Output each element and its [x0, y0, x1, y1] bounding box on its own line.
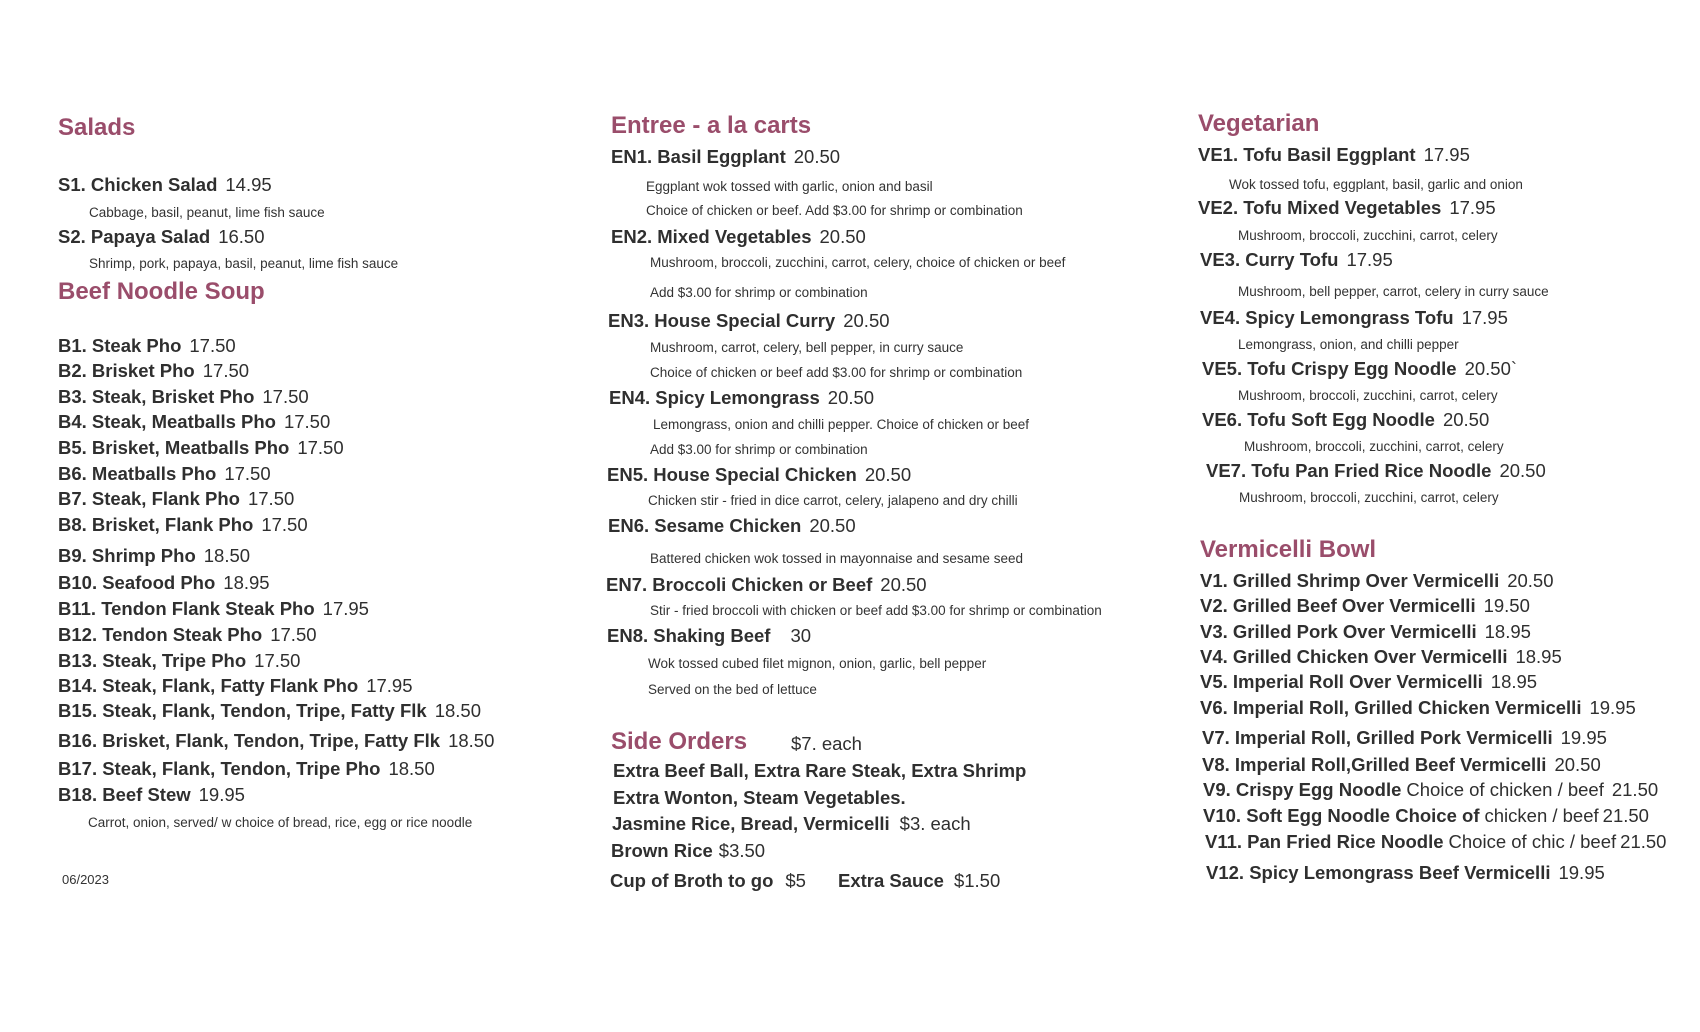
- item-description: Carrot, onion, served/ w choice of bread, rice, egg or rice noodle: [88, 815, 473, 830]
- item-name: VE3. Curry Tofu: [1200, 249, 1339, 270]
- item-price: 17.95: [1346, 249, 1393, 270]
- menu-item-en2: [611, 226, 866, 248]
- item-name: B14. Steak, Flank, Fatty Flank Pho: [58, 675, 359, 696]
- menu-item-ve7: [1206, 460, 1546, 482]
- side-orders-sauce: [838, 870, 1000, 892]
- beef-noodle-soup-heading: Beef Noodle Soup: [58, 278, 265, 305]
- item-price: 20.50: [1442, 409, 1490, 430]
- item-price: 20.50: [1507, 570, 1554, 591]
- item-name: VE4. Spicy Lemongrass Tofu: [1200, 307, 1454, 328]
- menu-item-b16: [58, 730, 494, 752]
- menu-item-v1: [1200, 570, 1554, 592]
- item-price: 30: [790, 625, 812, 646]
- side-orders-heading: Side Orders: [611, 728, 748, 755]
- item-price: 17.50: [270, 624, 317, 645]
- menu-item-ve4: [1200, 307, 1508, 329]
- item-description: Mushroom, broccoli, zucchini, carrot, celery: [1238, 388, 1498, 403]
- menu-item-b2: [58, 360, 249, 382]
- item-description: Mushroom, broccoli, zucchini, carrot, celery: [1239, 490, 1499, 505]
- item-name: V8. Imperial Roll,Grilled Beef Vermicelli: [1202, 754, 1547, 775]
- item-name: B7. Steak, Flank Pho: [58, 488, 240, 509]
- item-description: Cabbage, basil, peanut, lime fish sauce: [89, 205, 325, 220]
- item-description: chicken / beef: [1484, 805, 1599, 826]
- item-description: Choice of chicken or beef add $3.00 for shrimp or combination: [650, 365, 1023, 380]
- item-name: V4. Grilled Chicken Over Vermicelli: [1200, 646, 1508, 667]
- item-description: Stir - fried broccoli with chicken or beef add $3.00 for shrimp or combination: [650, 603, 1102, 618]
- item-price: 19.95: [1558, 862, 1605, 883]
- item-name: EN5. House Special Chicken: [607, 464, 857, 485]
- item-price: 20.50: [1499, 460, 1546, 481]
- item-price: 17.50: [262, 386, 309, 407]
- item-name: EN8. Shaking Beef: [607, 625, 771, 646]
- menu-item-ve3: [1200, 249, 1393, 271]
- menu-item-v4: [1200, 646, 1562, 668]
- item-price: 19.50: [1483, 595, 1530, 616]
- item-name: V12. Spicy Lemongrass Beef Vermicelli: [1206, 862, 1551, 883]
- item-price: 20.50: [793, 146, 841, 167]
- item-name: B4. Steak, Meatballs Pho: [58, 411, 276, 432]
- menu-item-s2: [58, 226, 265, 248]
- menu-item-ve1: [1198, 144, 1470, 166]
- item-name: EN4. Spicy Lemongrass: [609, 387, 820, 408]
- item-price: 17.50: [247, 488, 295, 509]
- item-description: Wok tossed cubed filet mignon, onion, garlic, bell pepper: [648, 656, 987, 671]
- item-price: 21.50: [1620, 831, 1667, 852]
- item-description: Eggplant wok tossed with garlic, onion and basil: [646, 179, 933, 194]
- item-description: Served on the bed of lettuce: [648, 682, 817, 697]
- item-name: Brown Rice: [611, 840, 713, 861]
- item-name: V3. Grilled Pork Over Vermicelli: [1200, 621, 1477, 642]
- menu-item-v12: [1206, 862, 1605, 884]
- menu-item-v11: [1205, 831, 1666, 853]
- item-price: 17.95: [1423, 144, 1470, 165]
- item-description: Chicken stir - fried in dice carrot, celery, jalapeno and dry chilli: [648, 493, 1018, 508]
- item-name: V7. Imperial Roll, Grilled Pork Vermicelli: [1202, 727, 1553, 748]
- item-name: V5. Imperial Roll Over Vermicelli: [1200, 671, 1483, 692]
- item-description: Add $3.00 for shrimp or combination: [650, 442, 868, 457]
- menu-item-b13: [58, 650, 300, 672]
- menu-item-en1: [611, 146, 840, 168]
- menu-item-b7: [58, 488, 294, 510]
- item-price: 18.95: [1490, 671, 1538, 692]
- vegetarian-heading: Vegetarian: [1198, 110, 1320, 137]
- menu-item-v8: [1202, 754, 1601, 776]
- item-price: 17.50: [202, 360, 250, 381]
- item-name: B1. Steak Pho: [58, 335, 182, 356]
- menu-item-ve2: [1198, 197, 1496, 219]
- item-price: 20.50: [1554, 754, 1601, 775]
- salads-heading: Salads: [58, 114, 136, 141]
- menu-item-v9: [1203, 779, 1658, 801]
- menu-item-ve5: [1202, 358, 1517, 380]
- item-price: 18.50: [203, 545, 251, 566]
- menu-item-b10: [58, 572, 270, 594]
- item-price: 20.50: [809, 515, 856, 536]
- item-price: 18.95: [1484, 621, 1531, 642]
- item-name: EN1. Basil Eggplant: [611, 146, 786, 167]
- item-name: B2. Brisket Pho: [58, 360, 195, 381]
- item-price: 18.95: [1515, 646, 1562, 667]
- menu-item-b18: [58, 784, 245, 806]
- item-price: 21.50: [1602, 805, 1649, 826]
- menu-item-b11: [58, 598, 369, 620]
- item-price: 20.50`: [1464, 358, 1518, 379]
- item-name: VE7. Tofu Pan Fried Rice Noodle: [1206, 460, 1492, 481]
- item-name: V1. Grilled Shrimp Over Vermicelli: [1200, 570, 1500, 591]
- item-price: $3. each: [899, 813, 971, 834]
- item-name: B11. Tendon Flank Steak Pho: [58, 598, 315, 619]
- item-name: V9. Crispy Egg Noodle: [1203, 779, 1402, 800]
- item-name: S2. Papaya Salad: [58, 226, 211, 247]
- item-name: B13. Steak, Tripe Pho: [58, 650, 247, 671]
- item-price: 20.50: [819, 226, 866, 247]
- item-description: Add $3.00 for shrimp or combination: [650, 285, 868, 300]
- item-description: Shrimp, pork, papaya, basil, peanut, lime fish sauce: [89, 256, 399, 271]
- menu-item-b6: [58, 463, 271, 485]
- menu-item-b5: [58, 437, 344, 459]
- item-name: B9. Shrimp Pho: [58, 545, 196, 566]
- item-name: EN3. House Special Curry: [608, 310, 836, 331]
- item-price: 14.95: [225, 174, 272, 195]
- item-name: V11. Pan Fried Rice Noodle: [1205, 831, 1444, 852]
- menu-item-b17: [58, 758, 435, 780]
- item-price: 17.50: [254, 650, 301, 671]
- item-price: 19.95: [1560, 727, 1607, 748]
- item-price: 18.50: [448, 730, 495, 751]
- item-name: S1. Chicken Salad: [58, 174, 218, 195]
- item-name: VE1. Tofu Basil Eggplant: [1198, 144, 1416, 165]
- item-price: 17.50: [283, 411, 331, 432]
- item-name: EN7. Broccoli Chicken or Beef: [606, 574, 873, 595]
- menu-item-b9: [58, 545, 250, 567]
- item-name: EN2. Mixed Vegetables: [611, 226, 812, 247]
- item-name: B3. Steak, Brisket Pho: [58, 386, 255, 407]
- menu-item-en5: [607, 464, 911, 486]
- menu-item-b14: [58, 675, 413, 697]
- item-price: 17.95: [366, 675, 413, 696]
- menu-item-en4: [609, 387, 874, 409]
- item-price: 17.50: [189, 335, 236, 356]
- menu-item-b4: [58, 411, 330, 433]
- item-description: Lemongrass, onion, and chilli pepper: [1238, 337, 1459, 352]
- item-price: 20.50: [864, 464, 912, 485]
- item-description: Wok tossed tofu, eggplant, basil, garlic and onion: [1229, 177, 1523, 192]
- item-price: 18.95: [223, 572, 270, 593]
- item-description: Mushroom, carrot, celery, bell pepper, in curry sauce: [650, 340, 964, 355]
- item-name: B12. Tendon Steak Pho: [58, 624, 263, 645]
- menu-item-v7: [1202, 727, 1607, 749]
- menu-item-v2: [1200, 595, 1530, 617]
- item-price: $5: [785, 870, 806, 891]
- item-price: 16.50: [218, 226, 265, 247]
- menu-item-b3: [58, 386, 309, 408]
- item-price: 20.50: [827, 387, 875, 408]
- item-name: EN6. Sesame Chicken: [608, 515, 802, 536]
- vermicelli-bowl-heading: Vermicelli Bowl: [1200, 536, 1377, 563]
- menu-item-b8: [58, 514, 308, 536]
- menu-item-en6: [608, 515, 856, 537]
- item-description: Mushroom, bell pepper, carrot, celery in curry sauce: [1238, 284, 1549, 299]
- item-name: VE6. Tofu Soft Egg Noodle: [1202, 409, 1435, 430]
- side-orders-line: Extra Beef Ball, Extra Rare Steak, Extra Shrimp: [613, 760, 1027, 781]
- item-price: 18.50: [388, 758, 435, 779]
- side-orders-brown-rice: [611, 840, 765, 862]
- item-price: 17.50: [224, 463, 271, 484]
- item-price: $3.50: [718, 840, 766, 861]
- side-orders-broth: [610, 870, 806, 892]
- side-orders-price: $7. each: [791, 733, 862, 754]
- item-name: Extra Sauce: [838, 870, 944, 891]
- item-price: 17.95: [1449, 197, 1496, 218]
- item-description: Mushroom, broccoli, zucchini, carrot, celery: [1238, 228, 1498, 243]
- item-description: Mushroom, broccoli, zucchini, carrot, celery, choice of chicken or beef: [650, 255, 1066, 270]
- item-price: 17.95: [1461, 307, 1508, 328]
- item-name: Cup of Broth to go: [610, 870, 774, 891]
- item-description: Choice of chicken or beef. Add $3.00 for shrimp or combination: [646, 203, 1023, 218]
- entree-heading: Entree - a la carts: [611, 112, 812, 139]
- item-name: B8. Brisket, Flank Pho: [58, 514, 254, 535]
- item-name: B10. Seafood Pho: [58, 572, 216, 593]
- item-price: 17.50: [261, 514, 308, 535]
- menu-item-en8: [607, 625, 811, 647]
- item-price: 19.95: [198, 784, 245, 805]
- item-name: V10. Soft Egg Noodle Choice of: [1203, 805, 1480, 826]
- menu-item-b15: [58, 700, 481, 722]
- menu-item-s1: [58, 174, 272, 196]
- item-description: Mushroom, broccoli, zucchini, carrot, celery: [1244, 439, 1504, 454]
- item-price: 17.50: [297, 437, 344, 458]
- item-name: V2. Grilled Beef Over Vermicelli: [1200, 595, 1476, 616]
- menu-item-v5: [1200, 671, 1537, 693]
- item-name: B17. Steak, Flank, Tendon, Tripe Pho: [58, 758, 381, 779]
- item-price: 20.50: [843, 310, 890, 331]
- menu-item-en3: [608, 310, 890, 332]
- menu-item-ve6: [1202, 409, 1489, 431]
- side-orders-line: Extra Wonton, Steam Vegetables.: [613, 787, 906, 808]
- item-price: 18.50: [434, 700, 482, 721]
- item-price: 20.50: [880, 574, 927, 595]
- item-description: Lemongrass, onion and chilli pepper. Choice of chicken or beef: [653, 417, 1029, 432]
- menu-date: 06/2023: [62, 872, 109, 887]
- item-price: $1.50: [953, 870, 1001, 891]
- menu-item-b1: [58, 335, 236, 357]
- menu-item-en7: [606, 574, 927, 596]
- item-name: B15. Steak, Flank, Tendon, Tripe, Fatty Flk: [58, 700, 427, 721]
- item-price: 21.50: [1611, 779, 1659, 800]
- item-name: B5. Brisket, Meatballs Pho: [58, 437, 290, 458]
- item-name: B6. Meatballs Pho: [58, 463, 217, 484]
- menu-item-v3: [1200, 621, 1531, 643]
- item-name: B18. Beef Stew: [58, 784, 191, 805]
- item-name: VE2. Tofu Mixed Vegetables: [1198, 197, 1442, 218]
- item-name: VE5. Tofu Crispy Egg Noodle: [1202, 358, 1457, 379]
- item-description: Choice of chicken / beef: [1406, 779, 1604, 800]
- item-name: B16. Brisket, Flank, Tendon, Tripe, Fatty Flk: [58, 730, 441, 751]
- item-price: 17.95: [322, 598, 369, 619]
- menu-item-b12: [58, 624, 317, 646]
- item-description: Battered chicken wok tossed in mayonnaise and sesame seed: [650, 551, 1023, 566]
- item-name: V6. Imperial Roll, Grilled Chicken Vermicelli: [1200, 697, 1582, 718]
- item-price: 19.95: [1589, 697, 1636, 718]
- side-orders-rice: [612, 813, 971, 835]
- item-name: Jasmine Rice, Bread, Vermicelli: [612, 813, 890, 834]
- item-description: Choice of chic / beef: [1448, 831, 1617, 852]
- menu-item-v10: [1203, 805, 1649, 827]
- menu-item-v6: [1200, 697, 1636, 719]
